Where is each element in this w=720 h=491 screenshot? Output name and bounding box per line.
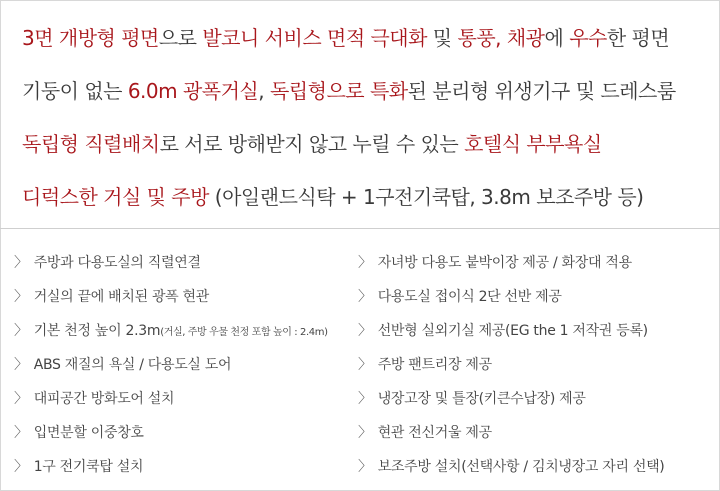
feature-item — [358, 320, 648, 340]
feature-item — [358, 456, 664, 476]
feature-item — [14, 252, 201, 272]
highlight-text: 독립형으로 특화 — [269, 79, 408, 103]
feature-item — [14, 388, 174, 408]
chevron-right-icon: 〉 — [14, 391, 28, 407]
feature-item — [358, 286, 562, 306]
feature-text: 기본 천정 높이 2.3m — [33, 323, 161, 339]
highlight-text: 6.0m 광폭거실 — [127, 79, 259, 103]
feature-text: 선반형 실외기실 제공(EG the 1 저작권 등록) — [377, 323, 648, 339]
feature-text: 다용도실 접이식 2단 선반 제공 — [377, 289, 562, 305]
chevron-right-icon: 〉 — [358, 323, 372, 339]
highlight-text: 독립형 직렬배치 — [22, 132, 160, 156]
headline-text: 기둥이 없는 — [22, 79, 128, 103]
feature-text: 주방 팬트리장 제공 — [377, 357, 492, 373]
feature-text: 1구 전기쿡탑 설치 — [33, 459, 144, 475]
feature-text: 보조주방 설치(선택사항 / 김치냉장고 자리 선택) — [377, 459, 665, 475]
feature-item — [14, 354, 231, 374]
feature-item — [358, 388, 586, 408]
highlight-text: 디럭스한 거실 및 주방 — [22, 185, 209, 209]
feature-item — [358, 252, 632, 272]
headline-text: 한 평면 — [606, 26, 670, 50]
chevron-right-icon: 〉 — [358, 289, 372, 305]
chevron-right-icon: 〉 — [358, 391, 372, 407]
chevron-right-icon: 〉 — [358, 255, 372, 271]
feature-text: 대피공간 방화도어 설치 — [33, 391, 175, 407]
feature-text: 자녀방 다용도 붙박이장 제공 / 화장대 적용 — [377, 255, 632, 271]
highlight-text: 3면 개방형 평면 — [22, 26, 159, 50]
feature-text: ABS 재질의 욕실 / 다용도실 도어 — [33, 357, 232, 373]
chevron-right-icon: 〉 — [14, 459, 28, 475]
feature-text: 거실의 끝에 배치된 광폭 현관 — [33, 289, 209, 305]
chevron-right-icon: 〉 — [14, 255, 28, 271]
section-divider — [0, 228, 720, 229]
feature-text: 주방과 다용도실의 직렬연결 — [33, 255, 201, 271]
highlight-text: 우수 — [569, 26, 607, 50]
chevron-right-icon: 〉 — [14, 323, 28, 339]
chevron-right-icon: 〉 — [14, 289, 28, 305]
headline-text: 로 서로 방해받지 않고 누릴 수 있는 — [159, 132, 465, 156]
feature-item — [14, 320, 328, 340]
headline-line — [22, 22, 669, 51]
chevron-right-icon: 〉 — [14, 425, 28, 441]
feature-item — [14, 456, 143, 476]
chevron-right-icon: 〉 — [358, 357, 372, 373]
chevron-right-icon: 〉 — [14, 357, 28, 373]
headline-text: 및 — [426, 26, 458, 50]
feature-item — [14, 422, 144, 442]
feature-item — [358, 422, 492, 442]
feature-text: 입면분할 이중창호 — [33, 425, 144, 441]
feature-item — [358, 354, 492, 374]
feature-note: (거실, 주방 우물 천정 포함 높이 : 2.4m) — [160, 327, 328, 338]
headline-text: 된 분리형 위생기구 및 드레스룸 — [407, 79, 676, 103]
feature-text: 냉장고장 및 틀장(키큰수납장) 제공 — [377, 391, 586, 407]
headline-text: (아일랜드식탁 + 1구전기쿡탑, 3.8m 보조주방 등) — [208, 185, 644, 209]
chevron-right-icon: 〉 — [358, 425, 372, 441]
headline-line — [22, 75, 676, 104]
highlight-text: 통풍, 채광 — [457, 26, 545, 50]
feature-text: 현관 전신거울 제공 — [377, 425, 492, 441]
feature-item — [14, 286, 209, 306]
headline-text: 에 — [544, 26, 570, 50]
highlight-text: 호텔식 부부욕실 — [464, 132, 602, 156]
headline-text: 으로 — [158, 26, 203, 50]
highlight-text: 발코니 서비스 면적 극대화 — [202, 26, 427, 50]
headline-text: , — [258, 79, 270, 103]
headline-line — [22, 181, 643, 210]
chevron-right-icon: 〉 — [358, 459, 372, 475]
headline-line — [22, 128, 602, 157]
